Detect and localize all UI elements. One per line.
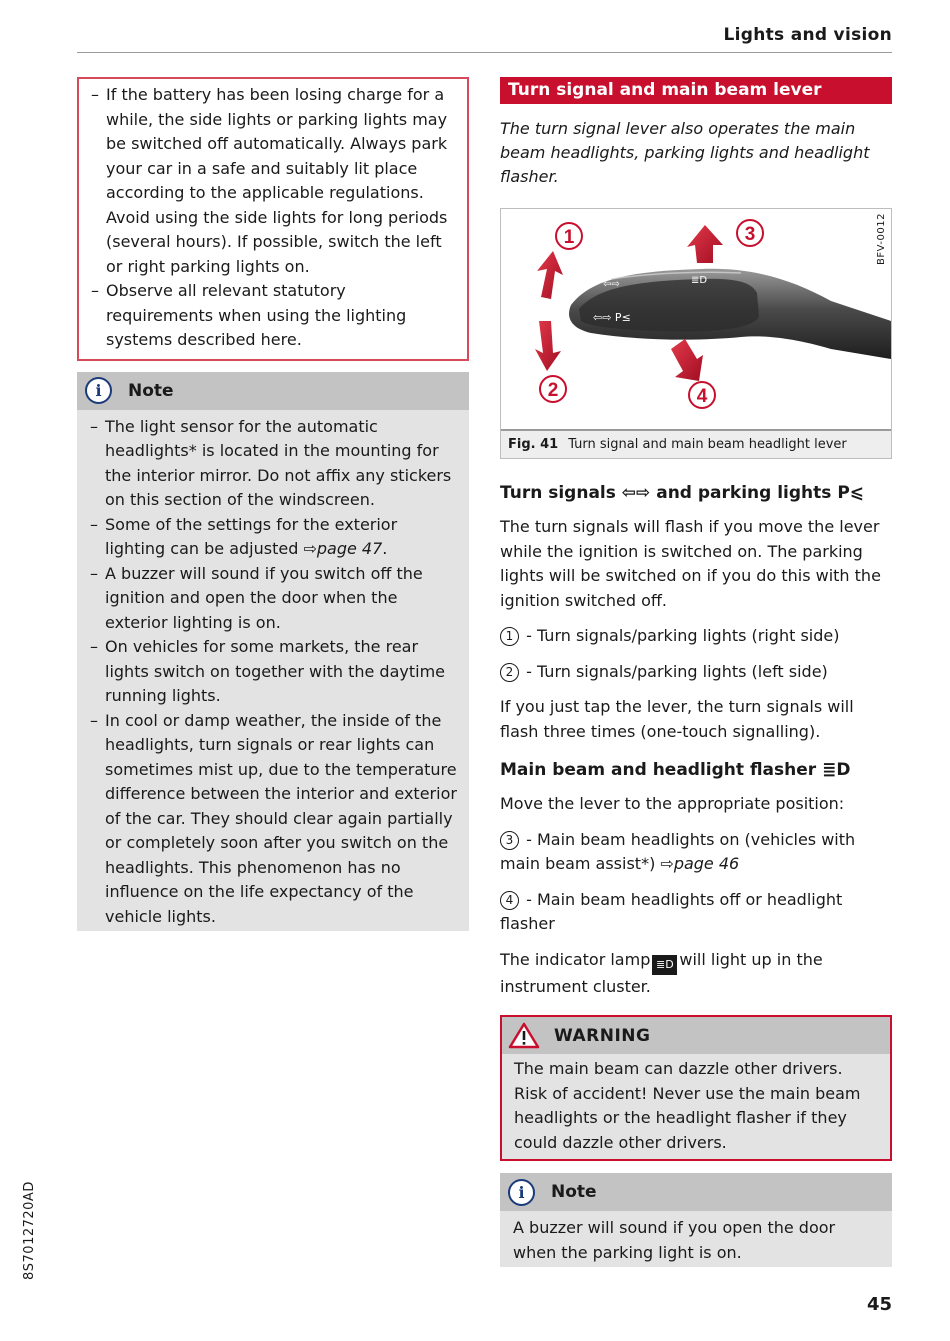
note-item-end: .	[382, 539, 388, 558]
figure-marker-1	[556, 223, 582, 249]
arrow-down-main	[671, 339, 703, 381]
note-header	[77, 372, 469, 410]
step-number-icon: 3	[500, 831, 519, 850]
heading-text: Main beam and headlight flasher	[500, 760, 817, 780]
step-number-icon: 4	[500, 891, 519, 910]
lever-symbol-main-beam: ≣D	[691, 275, 708, 286]
warning-box	[500, 1015, 892, 1161]
lever-symbol-parking: ⇦⇨ P≤	[593, 311, 631, 324]
main-beam-heading	[500, 758, 892, 782]
section-title: Turn signal and main beam lever	[500, 77, 892, 104]
page-number: 45	[866, 1294, 892, 1315]
note-item	[90, 513, 457, 562]
figure-code: BFV-0012	[876, 213, 887, 265]
turn-signals-paragraph: The turn signals will flash if you move the lever while the ignition is switched on. The parking lights will be switched on if you do this with the ignition switched off.	[500, 517, 881, 610]
step-3	[500, 828, 892, 877]
note-item: – A buzzer will sound if you switch off the ignition and open the door when the exterior lighting is on.	[90, 562, 457, 636]
step-1	[500, 624, 892, 649]
figure-marker-label: 2	[547, 380, 559, 401]
heading-text: Turn signals	[500, 483, 616, 503]
lever-symbol-turn-top: ⇦⇨	[603, 279, 620, 290]
note-item: – On vehicles for some markets, the rear lights switch on together with the daytime running lights.	[90, 635, 457, 709]
indicator-lamp-icon: ≣D	[652, 955, 677, 975]
figure-marker-4	[689, 382, 715, 408]
page-link[interactable]: page 46	[673, 854, 740, 873]
figure	[500, 208, 892, 459]
caution-box	[77, 77, 469, 361]
turn-signal-icon: ⇦⇨	[621, 483, 651, 503]
step-4	[500, 888, 892, 937]
info-icon: i	[85, 377, 112, 404]
note-title: Note	[128, 380, 174, 401]
info-icon: i	[508, 1179, 535, 1206]
parking-light-icon: P⩽	[837, 483, 865, 503]
step-text: - Turn signals/parking lights (left side)	[526, 661, 828, 681]
step-number-icon: 1	[500, 627, 519, 646]
warning-header	[502, 1017, 890, 1054]
page-header-title: Lights and vision	[723, 25, 892, 45]
warning-triangle-icon	[508, 1022, 540, 1049]
figure-marker-3	[737, 220, 763, 246]
section-intro: The turn signal lever also operates the main beam headlights, parking lights and headlight flasher.	[500, 119, 870, 186]
note-list	[90, 415, 457, 930]
document-code: 8S7012720AD	[22, 1181, 37, 1280]
indicator-paragraph	[500, 948, 892, 1000]
note-header	[500, 1173, 892, 1211]
indicator-text: will light up in the instrument cluster.	[500, 949, 823, 996]
figure-marker-label: 4	[696, 386, 708, 407]
heading-text: and parking lights	[656, 483, 832, 503]
page-link[interactable]: page 47	[316, 539, 383, 558]
left-column	[77, 77, 469, 931]
figure-caption-text: Turn signal and main beam headlight lever	[568, 437, 847, 452]
step-text: - Main beam headlights on (vehicles with main beam assist*) ⇨	[500, 829, 856, 873]
main-beam-paragraph: Move the lever to the appropriate position:	[500, 794, 845, 813]
step-2	[500, 660, 892, 685]
right-column	[500, 77, 892, 1267]
figure-caption	[501, 431, 891, 458]
caution-item: – Observe all relevant statutory requirements when using the lighting systems described here.	[91, 279, 455, 353]
note-title: Note	[551, 1182, 597, 1202]
arrow-up-right	[537, 251, 563, 299]
figure-marker-label: 3	[744, 224, 756, 245]
main-beam-icon: ≣D	[822, 760, 851, 780]
step-text: - Main beam headlights off or headlight flasher	[500, 889, 843, 933]
caution-list	[91, 83, 455, 353]
note-text: A buzzer will sound if you open the door when the parking light is on.	[513, 1218, 836, 1262]
arrow-up-main	[687, 225, 723, 263]
step-text: - Turn signals/parking lights (right side)	[526, 626, 840, 645]
indicator-text: The indicator lamp	[500, 949, 651, 969]
lever-drawing	[501, 209, 891, 431]
note-body	[77, 410, 469, 932]
note-box	[77, 372, 469, 932]
note-item: – The light sensor for the automatic headlights* is located in the mounting for the interior mirror. Do not affix any stickers on this section of the windscreen.	[90, 415, 457, 513]
step-number-icon: 2	[500, 663, 519, 682]
header-rule	[77, 52, 892, 53]
figure-label: Fig. 41	[508, 437, 559, 452]
figure-marker-label: 1	[563, 227, 575, 248]
note-item-text: Some of the settings for the exterior lighting can be adjusted ⇨	[105, 514, 398, 558]
note-item: – In cool or damp weather, the inside of the headlights, turn signals or rear lights can sometimes mist up, due to the temperature difference between the interior and exterior of the car. They should clear again partially or completely soon after you switch on the headlights. This phenomenon has no influence on the life expectancy of the vehicle lights.	[90, 709, 457, 930]
warning-text: The main beam can dazzle other drivers. Risk of accident! Never use the main beam headlights or the headlight flasher if they could dazzle other drivers.	[502, 1054, 890, 1159]
caution-item: – If the battery has been losing charge for a while, the side lights or parking lights may be switched off automatically. Always park your car in a safe and suitably lit place according to the applicable regulations. Avoid using the side lights for long periods (several hours). If possible, switch the left or right parking lights on.	[91, 83, 455, 279]
turn-signals-heading	[500, 481, 892, 505]
figure-marker-2	[540, 376, 566, 402]
lever-illustration	[501, 209, 891, 431]
warning-title: WARNING	[554, 1025, 651, 1046]
arrow-down-left	[535, 321, 561, 371]
note-box-2	[500, 1173, 892, 1267]
one-touch-paragraph: If you just tap the lever, the turn signals will flash three times (one-touch signalling).	[500, 697, 854, 741]
